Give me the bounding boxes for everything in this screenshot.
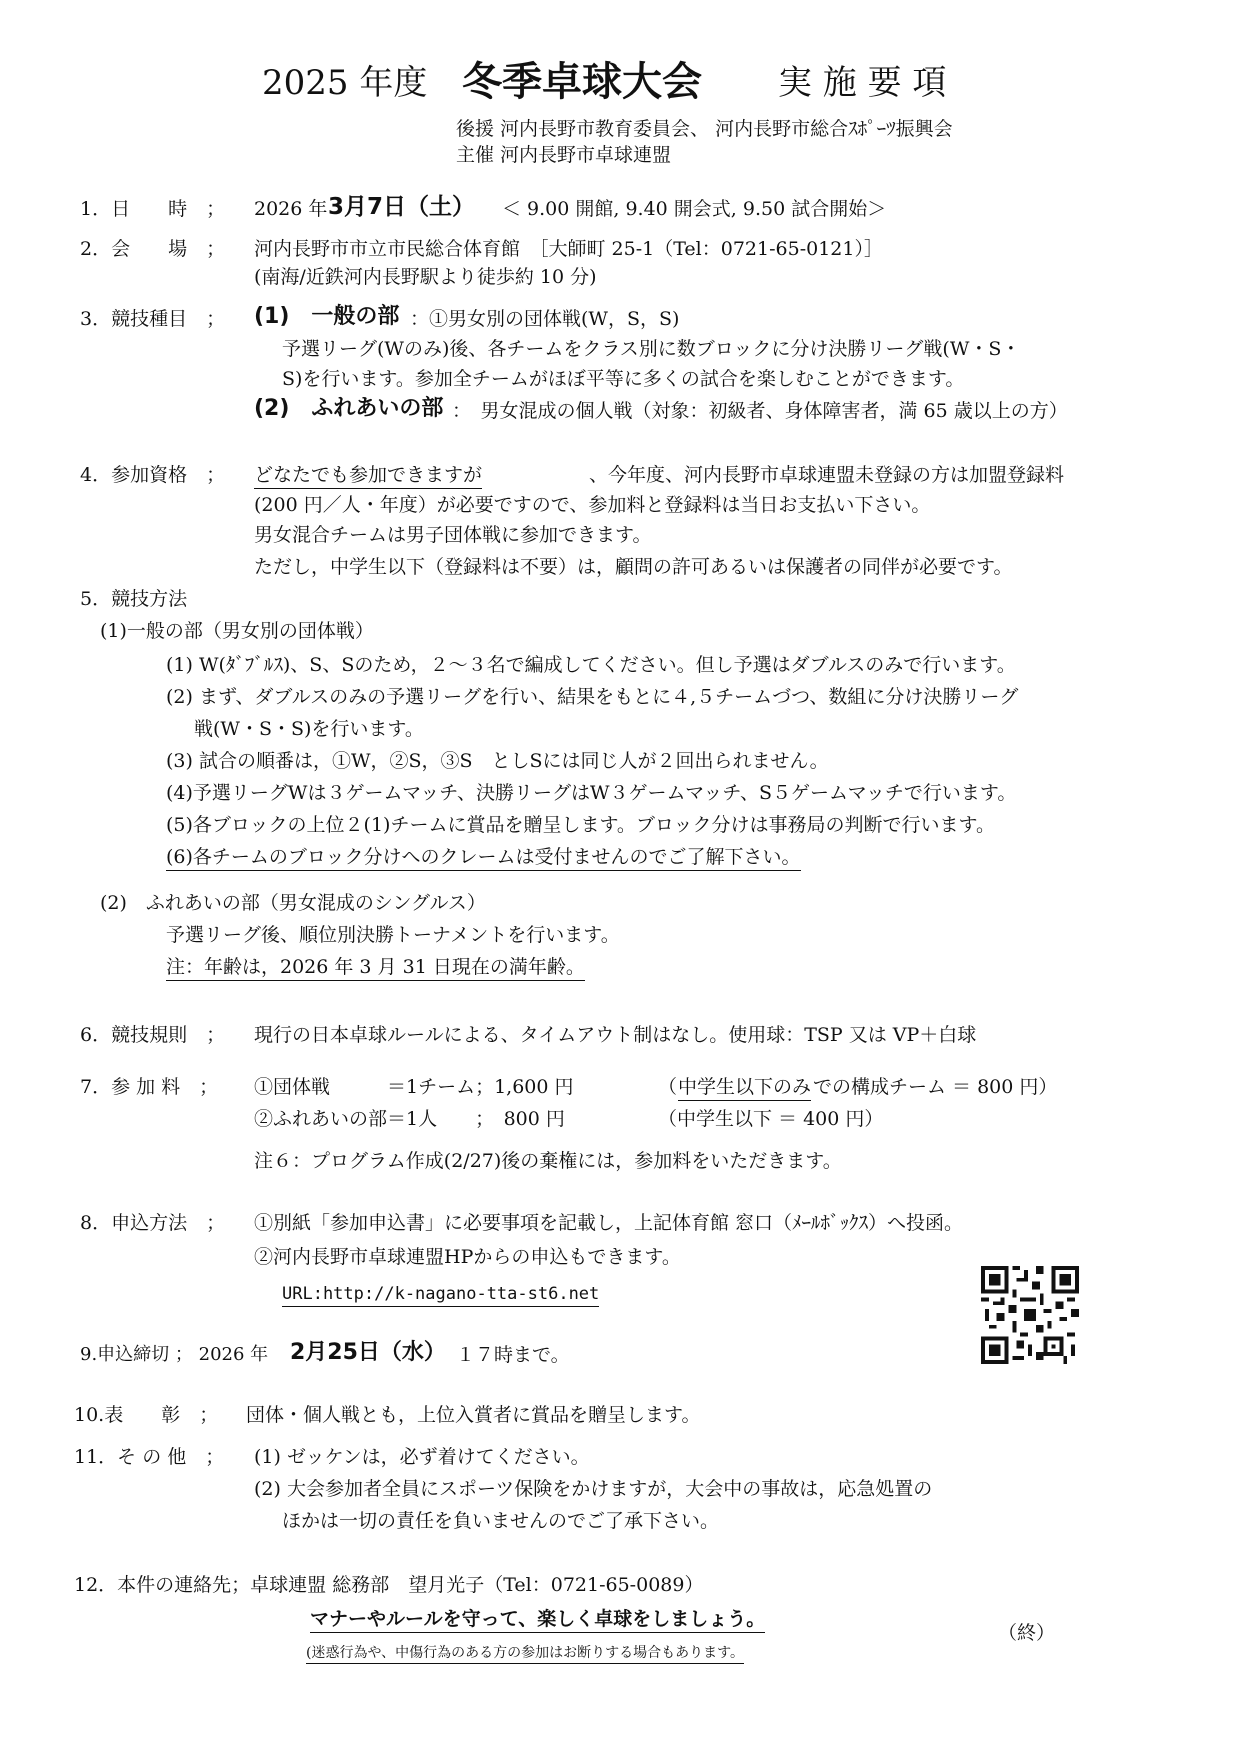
section-5-rule-4: (4)予選リーグWは３ゲームマッチ、決勝リーグはW３ゲームマッチ、S５ゲームマッチで行います。 bbox=[166, 782, 1017, 804]
section-3-general-desc-1: 予選リーグ(Wのみ)後、各チームをクラス別に数ブロックに分け決勝リーグ戦(W・S・ bbox=[282, 338, 1021, 360]
section-4-line-3: 男女混合チームは男子団体戦に参加できます。 bbox=[254, 524, 652, 546]
section-7-fee-team-note-u: 中学生以下のみ bbox=[678, 1078, 811, 1101]
section-6-label: 6．競技規則 ； bbox=[80, 1024, 226, 1046]
section-4-label: 4．参加資格 ； bbox=[80, 464, 226, 486]
section-5-fureai-desc: 予選リーグ後、順位別決勝トーナメントを行います。 bbox=[166, 924, 620, 946]
section-4-line-4: ただし，中学生以下（登録料は不要）は，顧問の許可あるいは保護者の同伴が必要です。 bbox=[254, 556, 1013, 578]
host-line: 主催 河内長野市卓球連盟 bbox=[456, 144, 672, 166]
section-8-url[interactable]: URL:http://k-nagano-tta-st6.net bbox=[282, 1286, 599, 1307]
section-1-date: 3月7日（土） bbox=[328, 194, 476, 220]
section-5-rule-1: (1) W(ﾀﾞﾌﾞﾙｽ)、S、Sのため，２～３名で編成してください。但し予選はダブルスのみで行います。 bbox=[166, 654, 1016, 676]
section-5-rule-6: (6)各チームのブロック分けへのクレームは受付ませんのでご了解下さい。 bbox=[166, 848, 801, 871]
footer-note: (迷惑行為や、中傷行為のある方の参加はお断りする場合もあります。 bbox=[306, 1646, 744, 1664]
section-4-line-2: (200 円／人・年度）が必要ですので、参加料と登録料は当日お支払い下さい。 bbox=[254, 494, 931, 516]
section-11-line-3: ほかは一切の責任を負いませんのでご了承下さい。 bbox=[282, 1510, 720, 1532]
section-2-venue: 河内長野市市立市民総合体育館 ［大師町 25-1（Tel：0721-65-0121）］ bbox=[254, 238, 883, 260]
section-7-fee-team: ①団体戦 ＝1チーム；1,600 円 bbox=[254, 1076, 574, 1098]
title-event: 冬季卓球大会 bbox=[462, 59, 702, 105]
section-4-line-1b: 、今年度、河内長野市卓球連盟未登録の方は加盟登録料 bbox=[589, 464, 1065, 486]
section-3-fureai-title: (2) ふれあいの部 bbox=[254, 396, 444, 421]
footer-manner: マナーやルールを守って、楽しく卓球をしましょう。 bbox=[310, 1610, 765, 1633]
section-5-age-note: 注：年齢は，2026 年 3 月 31 日現在の満年齢。 bbox=[166, 958, 585, 981]
section-1-times: ＜ 9.00 開館, 9.40 開会式, 9.50 試合開始＞ bbox=[502, 198, 887, 220]
section-3-fureai-desc: ： 男女混成の個人戦（対象：初級者、身体障害者，満 65 歳以上の方） bbox=[452, 400, 1068, 422]
section-7-fee-team-note-post: での構成チーム ＝ 800 円） bbox=[813, 1076, 1058, 1098]
section-9-time: １７時まで。 bbox=[456, 1344, 570, 1366]
title-year: 2025 年度 bbox=[262, 63, 428, 103]
section-11-label: 11．そ の 他 ； bbox=[74, 1446, 225, 1468]
section-7-fee-fureai: ②ふれあいの部＝1人 ； 800 円 bbox=[254, 1108, 565, 1130]
section-3-general-type: ：①男女別の団体戦(W，S，S) bbox=[410, 308, 680, 330]
section-9-label: 9.申込締切 ； 2026 年 bbox=[80, 1344, 269, 1365]
section-5-fureai-title: (2) ふれあいの部（男女混成のシングルス） bbox=[100, 892, 486, 914]
section-3-general-title: (1) 一般の部 bbox=[254, 304, 400, 329]
section-8-line-1: ①別紙「参加申込書」に必要事項を記載し，上記体育館 窓口（ﾒｰﾙﾎﾞｯｸｽ）へ投函。 bbox=[254, 1212, 964, 1234]
section-5-rule-2b: 戦(W・S・S)を行います。 bbox=[194, 718, 424, 740]
support-line: 後援 河内長野市教育委員会、 河内長野市総合ｽﾎﾟｰﾂ振興会 bbox=[456, 118, 953, 140]
section-3-general-desc-2: S)を行います。参加全チームがほぼ平等に多くの試合を楽しむことができます。 bbox=[282, 368, 965, 390]
section-3-label: 3．競技種目 ； bbox=[80, 308, 226, 330]
section-7-label: 7．参 加 料 ； bbox=[80, 1076, 219, 1098]
section-5-label: 5．競技方法 bbox=[80, 588, 188, 610]
section-12-contact: 12．本件の連絡先；卓球連盟 総務部 望月光子（Tel：0721-65-0089） bbox=[74, 1574, 704, 1596]
section-10-label: 10.表 彰 ； bbox=[74, 1404, 219, 1426]
section-8-line-2: ②河内長野市卓球連盟HPからの申込もできます。 bbox=[254, 1246, 681, 1268]
section-9-deadline: 2月25日（水） bbox=[290, 1340, 446, 1365]
section-4-line-1a: どなたでも参加できますが bbox=[254, 466, 482, 489]
section-1-date-pre: 2026 年 bbox=[254, 198, 328, 220]
section-7-fee-team-note-pre: （ bbox=[658, 1076, 678, 1098]
section-10-text: 団体・個人戦とも，上位入賞者に賞品を贈呈します。 bbox=[246, 1404, 701, 1426]
section-2-access: (南海/近鉄河内長野駅より徒歩約 10 分) bbox=[254, 266, 597, 288]
section-5-rule-2: (2) まず、ダブルスのみの予選リーグを行い、結果をもとに４,５チームづつ、数組に分け決勝リーグ bbox=[166, 686, 1019, 708]
section-1-label: 1．日 時 ； bbox=[80, 198, 226, 220]
section-6-text: 現行の日本卓球ルールによる、タイムアウト制はなし。使用球：TSP 又は VP＋白球 bbox=[254, 1024, 977, 1046]
section-11-line-1: (1) ゼッケンは，必ず着けてください。 bbox=[254, 1446, 590, 1468]
section-8-label: 8．申込方法 ； bbox=[80, 1212, 226, 1234]
title-subtitle: 実 施 要 項 bbox=[778, 63, 947, 103]
section-5-rule-3: (3) 試合の順番は，①W，②S，③S としSには同じ人が２回出られません。 bbox=[166, 750, 829, 772]
section-7-fee-fureai-note: （中学生以下 ＝ 400 円） bbox=[658, 1108, 884, 1130]
footer-end: （終） bbox=[998, 1622, 1056, 1644]
section-11-line-2: (2) 大会参加者全員にスポーツ保険をかけますが，大会中の事故は，応急処置の bbox=[254, 1478, 933, 1500]
qr-code-icon bbox=[981, 1266, 1079, 1364]
section-5-rule-5: (5)各ブロックの上位２(1)チームに賞品を贈呈します。ブロック分けは事務局の判断で行います。 bbox=[166, 814, 996, 836]
section-2-label: 2．会 場 ； bbox=[80, 238, 226, 260]
section-5-general-title: (1)一般の部（男女別の団体戦） bbox=[100, 620, 374, 642]
section-7-note: 注６：プログラム作成(2/27)後の棄権には，参加料をいただきます。 bbox=[254, 1150, 842, 1172]
